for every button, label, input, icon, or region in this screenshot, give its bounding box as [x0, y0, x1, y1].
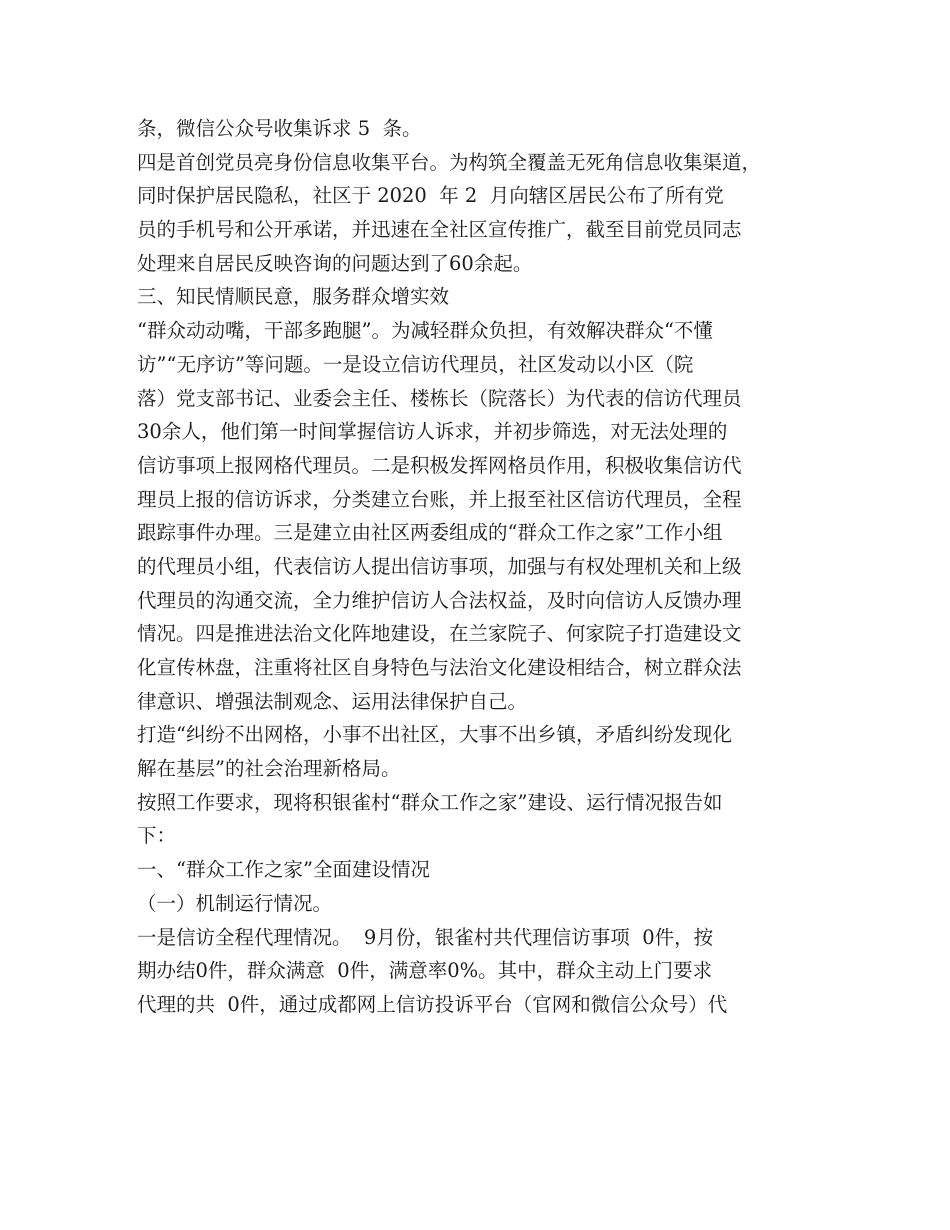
text-line: 一是信访全程代理情况。 9月份，银雀村共代理信访事项 0件，按 — [137, 925, 714, 949]
subsection-heading: （一）机制运行情况。 — [137, 891, 333, 915]
text-line: 律意识、增强法制观念、运用法律保护自己。 — [137, 689, 528, 713]
text-line: “群众动动嘴，干部多跑腿”。为减轻群众负担，有效解决群众“不懂 — [137, 319, 713, 343]
text-line: 打造“纠纷不出网格，小事不出社区，大事不出乡镇，矛盾纠纷发现化 — [137, 723, 732, 747]
text-line: 员的手机号和公开承诺，并迅速在全社区宣传推广，截至目前党员同志 — [137, 218, 742, 242]
text-line: 理员上报的信访诉求，分类建立台账，并上报至社区信访代理员，全程 — [137, 487, 742, 511]
text-line: 落）党支部书记、业委会主任、楼栋长（院落长）为代表的信访代理员 — [137, 386, 742, 410]
text-line: 解在基层”的社会治理新格局。 — [137, 757, 401, 781]
text-line: 跟踪事件办理。三是建立由社区两委组成的“群众工作之家”工作小组 — [137, 521, 723, 545]
text-line: 30余人，他们第一时间掌握信访人诉求，并初步筛选，对无法处理的 — [137, 420, 728, 444]
text-line: 信访事项上报网格代理员。二是积极发挥网格员作用，积极收集信访代 — [137, 453, 742, 477]
text-line: 代理的共 0件，通过成都网上信访投诉平台（官网和微信公众号）代 — [137, 992, 728, 1016]
section-heading: 一、“群众工作之家”全面建设情况 — [137, 858, 430, 882]
section-heading: 三、知民情顺民意，服务群众增实效 — [137, 285, 450, 309]
text-line: 情况。四是推进法治文化阵地建设，在兰家院子、何家院子打造建设文 — [137, 622, 742, 646]
text-line: 按照工作要求，现将积银雀村“群众工作之家”建设、运行情况报告如 — [137, 790, 723, 814]
text-line: 四是首创党员亮身份信息收集平台。为构筑全覆盖无死角信息收集渠道， — [137, 150, 762, 174]
text-line: 访”“无序访”等问题。一是设立信访代理员，社区发动以小区（院 — [137, 352, 694, 376]
text-line: 处理来自居民反映咨询的问题达到了60余起。 — [137, 251, 533, 275]
text-line: 条，微信公众号收集诉求 5 条。 — [137, 117, 422, 140]
text-line: 的代理员小组，代表信访人提出信访事项，加强与有权处理机关和上级 — [137, 554, 742, 578]
text-line: 化宣传林盘，注重将社区自身特色与法治文化建设相结合，树立群众法 — [137, 656, 742, 679]
text-line: 同时保护居民隐私，社区于 2020 年 2 月向辖区居民公布了所有党 — [137, 184, 724, 208]
text-line: 下： — [137, 824, 177, 848]
text-line: 代理员的沟通交流，全力维护信访人合法权益，及时向信访人反馈办理 — [137, 588, 742, 612]
text-line: 期办结0件，群众满意 0件，满意率0%。其中，群众主动上门要求 — [137, 959, 713, 983]
document-body — [137, 112, 817, 1022]
